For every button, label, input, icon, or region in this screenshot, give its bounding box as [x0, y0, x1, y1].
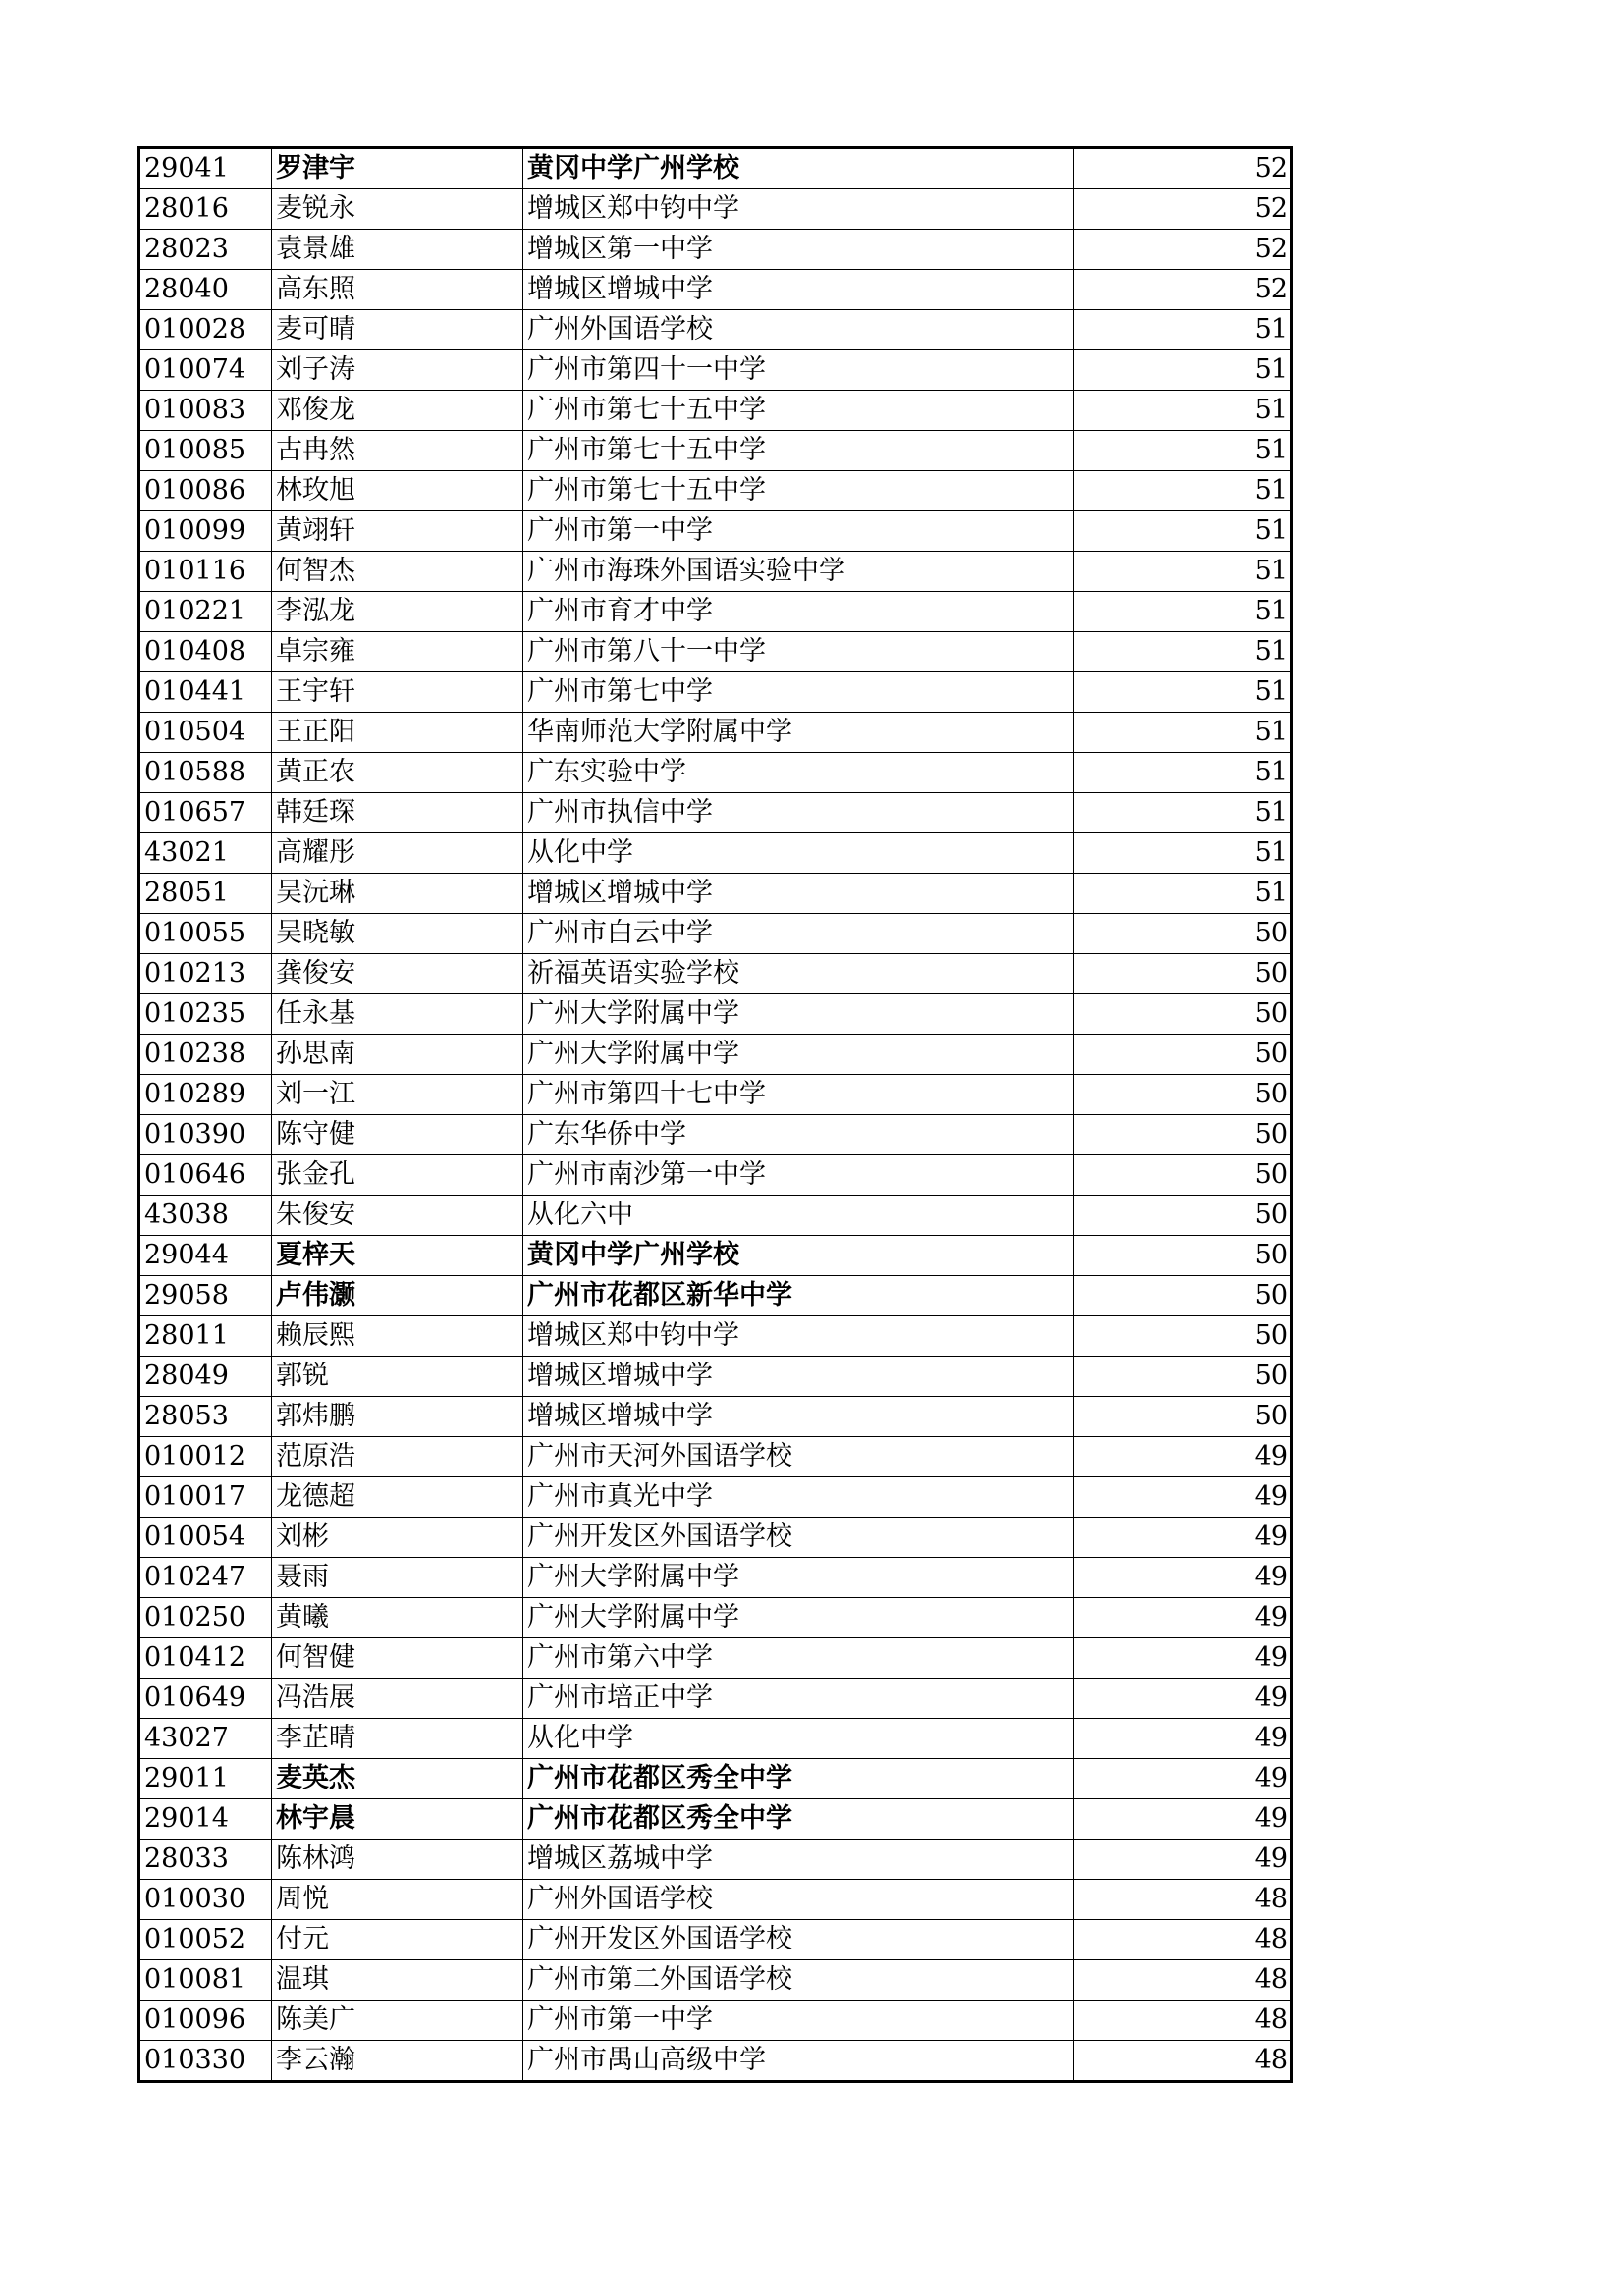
student-id-cell: 28049 [139, 1357, 272, 1397]
student-name-cell: 邓俊龙 [272, 391, 523, 431]
student-name-cell: 陈守健 [272, 1115, 523, 1155]
student-id-cell: 28011 [139, 1316, 272, 1357]
student-id-cell: 28023 [139, 230, 272, 270]
score-cell: 49 [1074, 1518, 1292, 1558]
table-row [139, 230, 1292, 270]
table-row [139, 1477, 1292, 1518]
school-name-cell: 从化六中 [523, 1196, 1074, 1236]
school-name-cell: 广州市第一中学 [523, 2001, 1074, 2041]
school-name-cell: 增城区增城中学 [523, 1397, 1074, 1437]
score-cell: 51 [1074, 672, 1292, 713]
student-id-cell: 29058 [139, 1276, 272, 1316]
score-cell: 50 [1074, 914, 1292, 954]
student-name-cell: 黄翊轩 [272, 511, 523, 552]
results-table-body [139, 148, 1292, 2082]
school-name-cell: 黄冈中学广州学校 [523, 1236, 1074, 1276]
student-id-cell: 010074 [139, 350, 272, 391]
score-cell: 50 [1074, 1196, 1292, 1236]
score-cell: 52 [1074, 148, 1292, 189]
school-name-cell: 广州开发区外国语学校 [523, 1920, 1074, 1960]
school-name-cell: 广州市花都区新华中学 [523, 1276, 1074, 1316]
score-cell: 51 [1074, 431, 1292, 471]
table-row [139, 471, 1292, 511]
score-cell: 51 [1074, 511, 1292, 552]
table-row [139, 1397, 1292, 1437]
score-cell: 51 [1074, 471, 1292, 511]
table-row [139, 1558, 1292, 1598]
student-id-cell: 29041 [139, 148, 272, 189]
student-id-cell: 010588 [139, 753, 272, 793]
score-cell: 51 [1074, 833, 1292, 874]
table-row [139, 1960, 1292, 2001]
school-name-cell: 增城区增城中学 [523, 270, 1074, 310]
school-name-cell: 增城区第一中学 [523, 230, 1074, 270]
table-row [139, 632, 1292, 672]
school-name-cell: 广州大学附属中学 [523, 1035, 1074, 1075]
student-name-cell: 张金孔 [272, 1155, 523, 1196]
school-name-cell: 增城区增城中学 [523, 874, 1074, 914]
table-row [139, 1840, 1292, 1880]
student-name-cell: 付元 [272, 1920, 523, 1960]
student-name-cell: 李芷晴 [272, 1719, 523, 1759]
score-cell: 51 [1074, 874, 1292, 914]
table-row [139, 753, 1292, 793]
school-name-cell: 黄冈中学广州学校 [523, 148, 1074, 189]
school-name-cell: 广州市第一中学 [523, 511, 1074, 552]
student-id-cell: 010504 [139, 713, 272, 753]
score-cell: 49 [1074, 1759, 1292, 1799]
student-id-cell: 010086 [139, 471, 272, 511]
student-id-cell: 010099 [139, 511, 272, 552]
table-row [139, 1759, 1292, 1799]
student-name-cell: 林宇晨 [272, 1799, 523, 1840]
student-name-cell: 龙德超 [272, 1477, 523, 1518]
score-cell: 50 [1074, 1155, 1292, 1196]
student-name-cell: 何智健 [272, 1638, 523, 1679]
table-row [139, 914, 1292, 954]
table-row [139, 954, 1292, 994]
school-name-cell: 祈福英语实验学校 [523, 954, 1074, 994]
table-row [139, 511, 1292, 552]
school-name-cell: 华南师范大学附属中学 [523, 713, 1074, 753]
school-name-cell: 广州市第八十一中学 [523, 632, 1074, 672]
student-id-cell: 010052 [139, 1920, 272, 1960]
score-cell: 50 [1074, 954, 1292, 994]
table-row [139, 431, 1292, 471]
student-name-cell: 黄正农 [272, 753, 523, 793]
student-name-cell: 刘彬 [272, 1518, 523, 1558]
student-id-cell: 010085 [139, 431, 272, 471]
school-name-cell: 广州大学附属中学 [523, 994, 1074, 1035]
score-cell: 51 [1074, 592, 1292, 632]
student-name-cell: 温琪 [272, 1960, 523, 2001]
student-id-cell: 010412 [139, 1638, 272, 1679]
school-name-cell: 广州市第七十五中学 [523, 391, 1074, 431]
school-name-cell: 增城区荔城中学 [523, 1840, 1074, 1880]
student-id-cell: 010247 [139, 1558, 272, 1598]
score-cell: 50 [1074, 1035, 1292, 1075]
table-row [139, 874, 1292, 914]
score-cell: 50 [1074, 1075, 1292, 1115]
score-cell: 49 [1074, 1598, 1292, 1638]
student-name-cell: 麦英杰 [272, 1759, 523, 1799]
student-name-cell: 袁景雄 [272, 230, 523, 270]
student-name-cell: 郭锐 [272, 1357, 523, 1397]
student-name-cell: 孙思南 [272, 1035, 523, 1075]
student-id-cell: 010238 [139, 1035, 272, 1075]
score-cell: 49 [1074, 1799, 1292, 1840]
school-name-cell: 从化中学 [523, 833, 1074, 874]
table-row [139, 1799, 1292, 1840]
student-name-cell: 林玫旭 [272, 471, 523, 511]
student-id-cell: 010649 [139, 1679, 272, 1719]
student-name-cell: 冯浩展 [272, 1679, 523, 1719]
student-id-cell: 43027 [139, 1719, 272, 1759]
school-name-cell: 广州市海珠外国语实验中学 [523, 552, 1074, 592]
student-name-cell: 罗津宇 [272, 148, 523, 189]
school-name-cell: 广东实验中学 [523, 753, 1074, 793]
score-cell: 48 [1074, 1920, 1292, 1960]
student-name-cell: 卓宗雍 [272, 632, 523, 672]
score-cell: 52 [1074, 230, 1292, 270]
school-name-cell: 广州市第六中学 [523, 1638, 1074, 1679]
table-row [139, 713, 1292, 753]
table-row [139, 1437, 1292, 1477]
results-table [137, 146, 1293, 2083]
student-name-cell: 吴沅琳 [272, 874, 523, 914]
student-id-cell: 010235 [139, 994, 272, 1035]
student-name-cell: 韩廷琛 [272, 793, 523, 833]
school-name-cell: 广州市禺山高级中学 [523, 2041, 1074, 2082]
school-name-cell: 广州市第七十五中学 [523, 431, 1074, 471]
school-name-cell: 广州市第四十七中学 [523, 1075, 1074, 1115]
student-name-cell: 高东照 [272, 270, 523, 310]
table-row [139, 793, 1292, 833]
student-id-cell: 010081 [139, 1960, 272, 2001]
student-id-cell: 29014 [139, 1799, 272, 1840]
table-row [139, 391, 1292, 431]
school-name-cell: 从化中学 [523, 1719, 1074, 1759]
table-row [139, 552, 1292, 592]
student-name-cell: 龚俊安 [272, 954, 523, 994]
school-name-cell: 增城区增城中学 [523, 1357, 1074, 1397]
student-name-cell: 陈美广 [272, 2001, 523, 2041]
school-name-cell: 广州市白云中学 [523, 914, 1074, 954]
student-id-cell: 28053 [139, 1397, 272, 1437]
score-cell: 50 [1074, 994, 1292, 1035]
student-id-cell: 010096 [139, 2001, 272, 2041]
school-name-cell: 广州市第四十一中学 [523, 350, 1074, 391]
school-name-cell: 广州大学附属中学 [523, 1598, 1074, 1638]
score-cell: 51 [1074, 753, 1292, 793]
school-name-cell: 广州市天河外国语学校 [523, 1437, 1074, 1477]
student-id-cell: 010289 [139, 1075, 272, 1115]
student-name-cell: 古冉然 [272, 431, 523, 471]
student-id-cell: 28033 [139, 1840, 272, 1880]
student-name-cell: 范原浩 [272, 1437, 523, 1477]
score-cell: 50 [1074, 1357, 1292, 1397]
table-row [139, 189, 1292, 230]
school-name-cell: 增城区郑中钧中学 [523, 189, 1074, 230]
table-row [139, 310, 1292, 350]
student-name-cell: 周悦 [272, 1880, 523, 1920]
school-name-cell: 广州市培正中学 [523, 1679, 1074, 1719]
student-name-cell: 麦可晴 [272, 310, 523, 350]
table-row [139, 592, 1292, 632]
score-cell: 49 [1074, 1679, 1292, 1719]
score-cell: 48 [1074, 2041, 1292, 2082]
table-row [139, 1155, 1292, 1196]
student-id-cell: 010055 [139, 914, 272, 954]
table-row [139, 672, 1292, 713]
school-name-cell: 广州开发区外国语学校 [523, 1518, 1074, 1558]
student-id-cell: 010028 [139, 310, 272, 350]
student-name-cell: 赖辰熙 [272, 1316, 523, 1357]
student-name-cell: 黄曦 [272, 1598, 523, 1638]
student-id-cell: 010408 [139, 632, 272, 672]
school-name-cell: 广州市第二外国语学校 [523, 1960, 1074, 2001]
table-row [139, 1679, 1292, 1719]
score-cell: 49 [1074, 1638, 1292, 1679]
student-name-cell: 何智杰 [272, 552, 523, 592]
table-row [139, 1276, 1292, 1316]
school-name-cell: 增城区郑中钧中学 [523, 1316, 1074, 1357]
student-name-cell: 夏梓天 [272, 1236, 523, 1276]
student-id-cell: 29044 [139, 1236, 272, 1276]
student-id-cell: 010017 [139, 1477, 272, 1518]
student-id-cell: 010213 [139, 954, 272, 994]
score-cell: 50 [1074, 1236, 1292, 1276]
school-name-cell: 广州市花都区秀全中学 [523, 1759, 1074, 1799]
student-name-cell: 聂雨 [272, 1558, 523, 1598]
table-row [139, 1316, 1292, 1357]
score-cell: 51 [1074, 632, 1292, 672]
score-cell: 48 [1074, 1960, 1292, 2001]
table-row [139, 994, 1292, 1035]
school-name-cell: 广州外国语学校 [523, 310, 1074, 350]
student-name-cell: 朱俊安 [272, 1196, 523, 1236]
student-id-cell: 28040 [139, 270, 272, 310]
score-cell: 49 [1074, 1437, 1292, 1477]
student-id-cell: 29011 [139, 1759, 272, 1799]
student-name-cell: 李云瀚 [272, 2041, 523, 2082]
student-name-cell: 王宇轩 [272, 672, 523, 713]
score-cell: 49 [1074, 1719, 1292, 1759]
table-row [139, 833, 1292, 874]
student-name-cell: 王正阳 [272, 713, 523, 753]
student-name-cell: 李泓龙 [272, 592, 523, 632]
score-cell: 51 [1074, 310, 1292, 350]
table-row [139, 1035, 1292, 1075]
score-cell: 51 [1074, 552, 1292, 592]
student-id-cell: 010054 [139, 1518, 272, 1558]
table-row [139, 1357, 1292, 1397]
student-id-cell: 010657 [139, 793, 272, 833]
school-name-cell: 广州市花都区秀全中学 [523, 1799, 1074, 1840]
school-name-cell: 广州市育才中学 [523, 592, 1074, 632]
score-cell: 50 [1074, 1397, 1292, 1437]
table-row [139, 1880, 1292, 1920]
school-name-cell: 广州市真光中学 [523, 1477, 1074, 1518]
table-row [139, 1598, 1292, 1638]
table-row [139, 1115, 1292, 1155]
student-id-cell: 28016 [139, 189, 272, 230]
table-row [139, 1920, 1292, 1960]
student-name-cell: 陈林鸿 [272, 1840, 523, 1880]
score-cell: 49 [1074, 1477, 1292, 1518]
table-row [139, 2001, 1292, 2041]
table-row [139, 1719, 1292, 1759]
table-row [139, 270, 1292, 310]
school-name-cell: 广东华侨中学 [523, 1115, 1074, 1155]
table-row [139, 1196, 1292, 1236]
school-name-cell: 广州市第七中学 [523, 672, 1074, 713]
student-name-cell: 卢伟灏 [272, 1276, 523, 1316]
student-id-cell: 010116 [139, 552, 272, 592]
student-id-cell: 010330 [139, 2041, 272, 2082]
school-name-cell: 广州市南沙第一中学 [523, 1155, 1074, 1196]
table-row [139, 350, 1292, 391]
student-id-cell: 43021 [139, 833, 272, 874]
score-cell: 50 [1074, 1115, 1292, 1155]
score-cell: 52 [1074, 270, 1292, 310]
score-cell: 52 [1074, 189, 1292, 230]
student-id-cell: 010646 [139, 1155, 272, 1196]
score-cell: 48 [1074, 2001, 1292, 2041]
score-cell: 48 [1074, 1880, 1292, 1920]
table-row [139, 148, 1292, 189]
student-id-cell: 010390 [139, 1115, 272, 1155]
student-id-cell: 010221 [139, 592, 272, 632]
score-cell: 49 [1074, 1840, 1292, 1880]
table-row [139, 1638, 1292, 1679]
student-id-cell: 010083 [139, 391, 272, 431]
table-row [139, 1236, 1292, 1276]
score-cell: 49 [1074, 1558, 1292, 1598]
student-id-cell: 010250 [139, 1598, 272, 1638]
table-row [139, 1518, 1292, 1558]
score-cell: 51 [1074, 793, 1292, 833]
student-name-cell: 高耀彤 [272, 833, 523, 874]
student-id-cell: 010012 [139, 1437, 272, 1477]
school-name-cell: 广州市执信中学 [523, 793, 1074, 833]
student-id-cell: 010030 [139, 1880, 272, 1920]
student-id-cell: 28051 [139, 874, 272, 914]
score-cell: 51 [1074, 713, 1292, 753]
score-cell: 50 [1074, 1316, 1292, 1357]
score-cell: 51 [1074, 350, 1292, 391]
student-id-cell: 43038 [139, 1196, 272, 1236]
student-id-cell: 010441 [139, 672, 272, 713]
school-name-cell: 广州大学附属中学 [523, 1558, 1074, 1598]
score-cell: 50 [1074, 1276, 1292, 1316]
student-name-cell: 刘一江 [272, 1075, 523, 1115]
school-name-cell: 广州外国语学校 [523, 1880, 1074, 1920]
table-row [139, 1075, 1292, 1115]
school-name-cell: 广州市第七十五中学 [523, 471, 1074, 511]
student-name-cell: 任永基 [272, 994, 523, 1035]
student-name-cell: 麦锐永 [272, 189, 523, 230]
student-name-cell: 吴晓敏 [272, 914, 523, 954]
student-name-cell: 刘子涛 [272, 350, 523, 391]
score-cell: 51 [1074, 391, 1292, 431]
student-name-cell: 郭炜鹏 [272, 1397, 523, 1437]
table-row [139, 2041, 1292, 2082]
